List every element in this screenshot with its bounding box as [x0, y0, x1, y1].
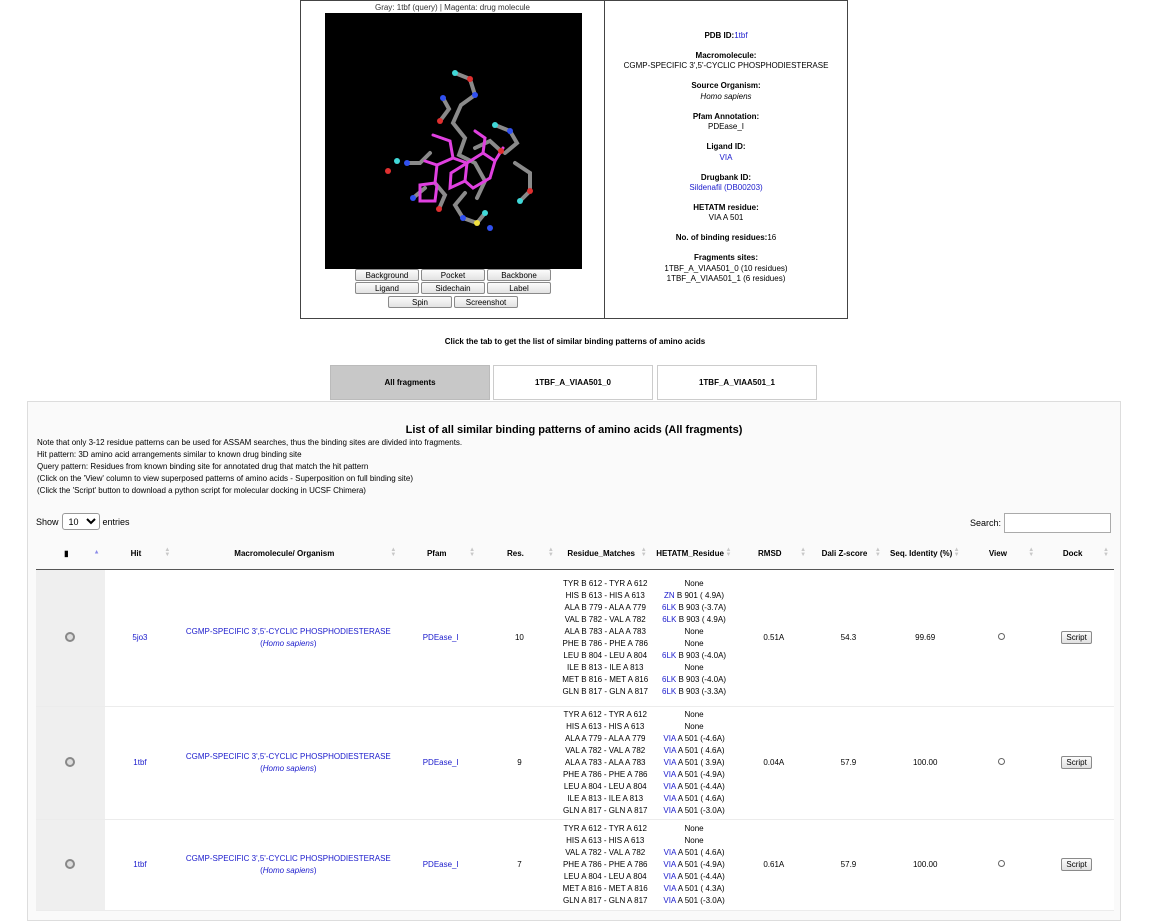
hetatm-link[interactable]: 6LK: [662, 614, 677, 624]
ligand-label: Ligand ID:: [706, 142, 746, 151]
hetatm-link[interactable]: VIA: [663, 745, 677, 755]
residue-match: TYR A 612 - TYR A 612: [563, 709, 647, 719]
residue-match: MET B 816 - MET A 816: [562, 674, 649, 684]
backbone-button[interactable]: Backbone: [487, 269, 551, 281]
view-radio[interactable]: [998, 633, 1005, 640]
table-row: [36, 819, 1114, 910]
residue-matches-cell: [559, 819, 652, 910]
hetatm-text: None: [684, 709, 704, 719]
script-button[interactable]: Script: [1061, 756, 1091, 769]
sort-icon: ▲ ▼: [390, 547, 397, 559]
residue-match: HIS B 613 - HIS A 613: [565, 590, 645, 600]
rmsd-value: 0.61A: [736, 819, 811, 910]
hetatm-link[interactable]: 6LK: [662, 686, 677, 696]
tab-all-fragments[interactable]: All fragments: [330, 365, 490, 400]
residue-match: ILE B 813 - ILE A 813: [566, 662, 644, 672]
pfam-link[interactable]: PDEase_I: [422, 758, 459, 767]
hetatm-entry: [654, 650, 735, 662]
table-row: [36, 569, 1114, 706]
view-cell[interactable]: [965, 819, 1040, 910]
view-cell[interactable]: [965, 706, 1040, 819]
seq-identity-value: 100.00: [886, 819, 965, 910]
hetatm-entry: [654, 793, 735, 805]
hetatm-entry: [654, 847, 735, 859]
hetatm-entry: [654, 883, 735, 895]
residue-match: TYR A 612 - TYR A 612: [563, 823, 647, 833]
hetatm-text: A 501 ( 3.9A): [677, 757, 725, 767]
rmsd-value: 0.04A: [736, 706, 811, 819]
residue-match: GLN A 817 - GLN A 817: [562, 805, 648, 815]
hetatm-link[interactable]: 6LK: [662, 674, 677, 684]
seq-identity-value: 100.00: [886, 706, 965, 819]
column-header-view[interactable]: View ▲ ▼: [965, 538, 1040, 569]
hetatm-entry: [654, 578, 735, 590]
dali-value: 57.9: [811, 706, 886, 819]
hetatm-entry: [654, 614, 735, 626]
dock-cell: [1039, 819, 1114, 910]
hetatm-text: None: [684, 578, 704, 588]
hetatm-entry: [654, 781, 735, 793]
pdb-id-label: PDB ID:: [704, 31, 735, 40]
ligand-button[interactable]: Ligand: [355, 282, 419, 294]
hetatm-entry: [654, 757, 735, 769]
hetatm-text: B 903 (-3.7A): [678, 602, 727, 612]
hetatm-link[interactable]: VIA: [663, 733, 676, 743]
organism-label: Source Organism:: [691, 81, 761, 90]
drugbank-label: Drugbank ID:: [700, 173, 752, 182]
residue-match: TYR B 612 - TYR A 612: [563, 578, 648, 588]
pfam-link[interactable]: PDEase_I: [422, 633, 459, 642]
sort-icon: ▲ ▼: [953, 547, 960, 559]
hetatm-cell: [652, 569, 737, 706]
spin-button[interactable]: Spin: [388, 296, 452, 308]
residue-match: HIS A 613 - HIS A 613: [566, 721, 645, 731]
hetatm-link[interactable]: 6LK: [662, 602, 677, 612]
dock-cell: [1039, 706, 1114, 819]
dali-value: 57.9: [811, 819, 886, 910]
hetatm-link[interactable]: VIA: [663, 871, 676, 881]
select-radio[interactable]: [65, 859, 75, 869]
fragment-site-1: 1TBF_A_VIAA501_1 (6 residues): [666, 274, 786, 283]
select-cell[interactable]: [36, 819, 105, 910]
hetatm-entry: [654, 721, 735, 733]
hit-link[interactable]: 1tbf: [133, 758, 147, 767]
hetatm-entry: [654, 662, 735, 674]
residue-match: LEU B 804 - LEU A 804: [563, 650, 648, 660]
column-header-hit[interactable]: Hit ▲ ▼: [105, 538, 176, 569]
label-button[interactable]: Label: [487, 282, 551, 294]
molecule-viewer-panel: [300, 0, 605, 319]
hetatm-link[interactable]: 6LK: [662, 650, 677, 660]
molecule-structure-graphic: [325, 13, 582, 269]
note-line: Hit pattern: 3D amino acid arrangements similar to known drug binding site: [37, 450, 302, 459]
hetatm-text: A 501 (-3.0A): [677, 805, 725, 815]
hetatm-entry: [654, 823, 735, 835]
sort-icon: ▲ ▼: [874, 547, 881, 559]
residue-match: PHE B 786 - PHE A 786: [562, 638, 648, 648]
hetatm-text: None: [684, 721, 704, 731]
hetatm-link[interactable]: VIA: [663, 757, 677, 767]
organism-link[interactable]: Homo sapiens: [262, 638, 314, 648]
hetatm-link[interactable]: VIA: [663, 793, 677, 803]
hetatm-text: A 501 (-3.0A): [677, 895, 725, 905]
sort-icon: ▲ ▼: [469, 547, 476, 559]
select-cell[interactable]: [36, 706, 105, 819]
column-header-hetatm[interactable]: HETATM_Residue ▲ ▼: [652, 538, 737, 569]
hetatm-text: None: [684, 662, 704, 672]
organism-value: Homo sapiens: [700, 92, 752, 101]
script-button[interactable]: Script: [1061, 858, 1091, 871]
organism-link[interactable]: Homo sapiens: [262, 763, 314, 773]
macromolecule-value: CGMP-SPECIFIC 3',5'-CYCLIC PHOSPHODIESTERASE: [623, 61, 829, 70]
hetatm-entry: [654, 590, 735, 602]
column-header-residue-matches[interactable]: Residue_Matches ▲ ▼: [559, 538, 652, 569]
hetatm-entry: [654, 709, 735, 721]
column-header-dock[interactable]: Dock ▲ ▼: [1039, 538, 1114, 569]
hetatm-text: A 501 (-4.4A): [677, 871, 725, 881]
macromolecule-label: Macromolecule:: [695, 51, 757, 60]
sidechain-button[interactable]: Sidechain: [421, 282, 485, 294]
residue-match: ALA B 779 - ALA A 779: [564, 602, 646, 612]
column-header-pfam[interactable]: Pfam ▲ ▼: [401, 538, 480, 569]
search-input[interactable]: [1004, 513, 1111, 533]
tab-instruction: Click the tab to get the list of similar binding patterns of amino acids: [444, 337, 706, 346]
sort-icon: ▲: [93, 549, 100, 556]
hetatm-text: A 501 (-4.6A): [677, 733, 725, 743]
organism-paren-close: ): [313, 638, 317, 648]
hetatm-entry: [654, 769, 735, 781]
entries-select[interactable]: [62, 513, 100, 530]
organism-paren-open: (: [260, 638, 263, 648]
view-radio[interactable]: [998, 860, 1005, 867]
macromolecule-link[interactable]: CGMP-SPECIFIC 3',5'-CYCLIC PHOSPHODIESTERASE: [185, 626, 391, 636]
residue-match: MET A 816 - MET A 816: [562, 883, 648, 893]
results-table: [36, 538, 1114, 911]
hetatm-entry: [654, 602, 735, 614]
molecule-canvas[interactable]: [325, 13, 582, 269]
hetatm-entry: [654, 859, 735, 871]
note-line: Query pattern: Residues from known binding site for annotated drug that match the hit pattern: [37, 462, 369, 471]
residue-match: ALA A 783 - ALA A 783: [564, 757, 646, 767]
pocket-button[interactable]: Pocket: [421, 269, 485, 281]
residue-matches-cell: [559, 706, 652, 819]
residue-matches-cell: [559, 569, 652, 706]
hetatm-link[interactable]: VIA: [663, 883, 677, 893]
table-row: [36, 706, 1114, 819]
hetatm-link[interactable]: VIA: [663, 769, 676, 779]
organism-paren-open: (: [260, 865, 263, 875]
residue-match: VAL A 782 - VAL A 782: [565, 847, 646, 857]
hetatm-text: None: [684, 823, 704, 833]
hetatm-text: B 903 (-4.0A): [678, 650, 727, 660]
note-line: Note that only 3-12 residue patterns can be used for ASSAM searches, thus the binding sites are divided into fragments.: [37, 438, 463, 447]
organism-paren-close: ): [313, 763, 317, 773]
select-radio[interactable]: [65, 757, 75, 767]
column-header-dali[interactable]: Dali Z-score ▲ ▼: [811, 538, 886, 569]
sort-icon: ▲ ▼: [164, 547, 171, 559]
column-header-seq-identity[interactable]: Seq. Identity (%) ▲ ▼: [886, 538, 965, 569]
residue-match: ALA A 779 - ALA A 779: [564, 733, 646, 743]
hetatm-entry: [654, 686, 735, 698]
binding-residues-value: 16: [767, 233, 777, 242]
structure-info-panel: [604, 0, 848, 319]
background-button[interactable]: Background: [355, 269, 419, 281]
entries-label: entries: [102, 516, 130, 527]
hetatm-cell: [652, 819, 737, 910]
show-label: Show: [36, 516, 59, 527]
pfam-value: PDEase_I: [707, 122, 745, 131]
column-header-macromolecule[interactable]: Macromolecule/ Organism ▲ ▼: [175, 538, 401, 569]
hetatm-text: None: [684, 638, 704, 648]
hetatm-entry: [654, 626, 735, 638]
select-cell[interactable]: [36, 569, 105, 706]
rmsd-value: 0.51A: [736, 569, 811, 706]
hetatm-text: None: [684, 626, 704, 636]
hetatm-entry: [654, 805, 735, 817]
results-section: [27, 401, 1121, 921]
organism-link[interactable]: Homo sapiens: [262, 865, 314, 875]
select-radio[interactable]: [65, 632, 75, 642]
column-header-rmsd[interactable]: RMSD ▲ ▼: [736, 538, 811, 569]
hetatm-entry: [654, 674, 735, 686]
pdb-id-link[interactable]: 1tbf: [734, 31, 748, 40]
hetatm-link[interactable]: VIA: [663, 895, 676, 905]
hetatm-entry: [654, 745, 735, 757]
viewer-caption: Gray: 1tbf (query) | Magenta: drug molecule: [374, 3, 531, 12]
script-button[interactable]: Script: [1061, 631, 1091, 644]
hetatm-text: B 903 (-3.3A): [678, 686, 727, 696]
ligand-link[interactable]: VIA: [719, 153, 733, 162]
sort-icon: ▲ ▼: [1028, 547, 1035, 559]
results-title: List of all similar binding patterns of amino acids (All fragments): [405, 424, 743, 436]
hetatm-link[interactable]: VIA: [663, 781, 676, 791]
residue-match: GLN B 817 - GLN A 817: [562, 686, 648, 696]
residue-match: HIS A 613 - HIS A 613: [566, 835, 645, 845]
residue-match: ALA B 783 - ALA A 783: [564, 626, 646, 636]
entries-control: [36, 513, 130, 530]
hetatm-label: HETATM residue:: [693, 203, 759, 212]
sort-icon: ▲ ▼: [640, 547, 647, 559]
organism-paren-close: ): [313, 865, 317, 875]
view-radio[interactable]: [998, 758, 1005, 765]
hetatm-value: VIA A 501: [708, 213, 744, 222]
hetatm-entry: [654, 871, 735, 883]
sort-icon: ▲ ▼: [725, 547, 732, 559]
macromolecule-link[interactable]: CGMP-SPECIFIC 3',5'-CYCLIC PHOSPHODIESTERASE: [185, 853, 391, 863]
organism-paren-open: (: [260, 763, 263, 773]
hetatm-text: A 501 ( 4.6A): [677, 793, 725, 803]
hetatm-text: A 501 ( 4.3A): [677, 883, 725, 893]
res-count: 9: [480, 706, 559, 819]
column-header-res[interactable]: Res. ▲ ▼: [480, 538, 559, 569]
seq-identity-value: 99.69: [886, 569, 965, 706]
hetatm-text: A 501 ( 4.6A): [677, 745, 725, 755]
fragment-site-0: 1TBF_A_VIAA501_0 (10 residues): [664, 264, 788, 273]
hetatm-text: A 501 (-4.9A): [677, 769, 725, 779]
hetatm-text: A 501 (-4.4A): [677, 781, 725, 791]
results-table-body: [36, 569, 1114, 910]
hetatm-entry: [654, 895, 735, 907]
hetatm-link[interactable]: ZN: [664, 590, 675, 600]
pfam-link[interactable]: PDEase_I: [422, 860, 459, 869]
hetatm-link[interactable]: VIA: [663, 847, 677, 857]
note-line: (Click on the 'View' column to view superposed patterns of amino acids - Superposition on full binding site): [37, 474, 413, 483]
drugbank-link[interactable]: Sildenafil (DB00203): [689, 183, 763, 192]
note-line: (Click the 'Script' button to download a python script for molecular docking in UCSF Chimera): [37, 486, 366, 495]
hetatm-entry: [654, 835, 735, 847]
sort-icon: ▲ ▼: [800, 547, 807, 559]
hetatm-link[interactable]: VIA: [663, 859, 676, 869]
tab-fragment-0[interactable]: 1TBF_A_VIAA501_0: [493, 365, 653, 400]
residue-match: LEU A 804 - LEU A 804: [563, 871, 647, 881]
hetatm-text: B 903 (-4.0A): [678, 674, 727, 684]
screenshot-button[interactable]: Screenshot: [454, 296, 518, 308]
hetatm-text: None: [684, 835, 704, 845]
hetatm-text: A 501 ( 4.6A): [677, 847, 725, 857]
residue-match: VAL B 782 - VAL A 782: [564, 614, 646, 624]
search-control: [970, 513, 1111, 533]
hetatm-text: B 903 ( 4.9A): [678, 614, 726, 624]
bookmark-icon: ▮: [64, 548, 69, 558]
hetatm-text: A 501 (-4.9A): [677, 859, 725, 869]
macromolecule-link[interactable]: CGMP-SPECIFIC 3',5'-CYCLIC PHOSPHODIESTERASE: [185, 751, 391, 761]
res-count: 7: [480, 819, 559, 910]
dock-cell: [1039, 569, 1114, 706]
search-label: Search:: [969, 518, 1001, 528]
res-count: 10: [480, 569, 559, 706]
view-cell[interactable]: [965, 569, 1040, 706]
residue-match: GLN A 817 - GLN A 817: [562, 895, 648, 905]
column-header-select[interactable]: [36, 538, 105, 569]
dali-value: 54.3: [811, 569, 886, 706]
hit-link[interactable]: 1tbf: [133, 860, 147, 869]
residue-match: PHE A 786 - PHE A 786: [562, 859, 648, 869]
residue-match: PHE A 786 - PHE A 786: [562, 769, 648, 779]
hetatm-link[interactable]: VIA: [663, 805, 676, 815]
residue-match: VAL A 782 - VAL A 782: [565, 745, 646, 755]
sort-icon: ▲ ▼: [1103, 547, 1109, 559]
hetatm-entry: [654, 638, 735, 650]
sort-icon: ▲ ▼: [547, 547, 554, 559]
hetatm-entry: [654, 733, 735, 745]
residue-match: LEU A 804 - LEU A 804: [563, 781, 647, 791]
pfam-label: Pfam Annotation:: [692, 112, 760, 121]
hit-link[interactable]: 5jo3: [132, 633, 148, 642]
hetatm-cell: [652, 706, 737, 819]
tab-fragment-1[interactable]: 1TBF_A_VIAA501_1: [657, 365, 817, 400]
binding-residues-label: No. of binding residues:: [675, 233, 768, 242]
residue-match: ILE A 813 - ILE A 813: [567, 793, 644, 803]
hetatm-text: B 901 ( 4.9A): [676, 590, 725, 600]
fragments-label: Fragments sites:: [693, 253, 759, 262]
